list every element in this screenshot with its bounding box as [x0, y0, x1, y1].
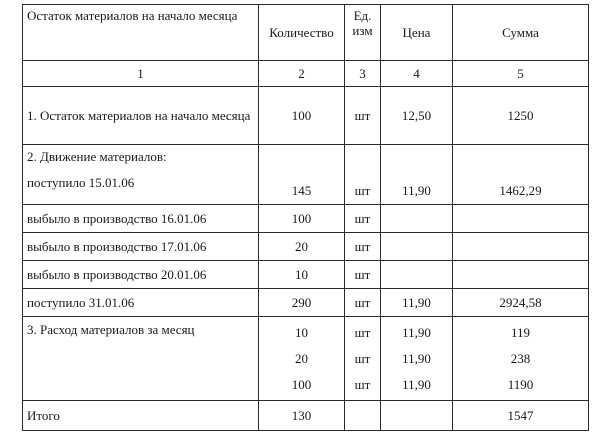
row-sum: 1462,29	[453, 145, 589, 205]
colnum-3: 3	[345, 61, 381, 87]
total-unit	[345, 401, 381, 431]
total-row	[23, 401, 589, 431]
row-name: поступило 15.01.06	[27, 175, 135, 190]
row-sum	[453, 261, 589, 289]
table-row	[23, 233, 589, 261]
row-qty: 10	[295, 325, 308, 340]
colnum-1: 1	[23, 61, 259, 87]
colnum-5: 5	[453, 61, 589, 87]
colnum-4: 4	[381, 61, 453, 87]
header-unit: Ед. изм	[345, 5, 381, 61]
table-header-row	[23, 5, 589, 61]
row-sum: 238	[510, 351, 531, 366]
table-row	[23, 145, 589, 205]
row-name: 3. Расход материалов за месяц	[23, 317, 259, 401]
colnum-2: 2	[259, 61, 345, 87]
row-sum: 119	[510, 325, 531, 340]
row-name-cell	[23, 145, 259, 205]
table-row	[23, 87, 589, 145]
table-row	[23, 289, 589, 317]
header-name: Остаток материалов на начало месяца	[27, 8, 238, 23]
column-number-row	[23, 61, 589, 87]
row-unit: шт	[345, 145, 381, 205]
row-name: выбыло в производство 17.01.06	[23, 233, 259, 261]
row-name: 1. Остаток материалов на начало месяца	[23, 87, 259, 145]
row-name: поступило 31.01.06	[23, 289, 259, 317]
table-row	[23, 205, 589, 233]
total-label: Итого	[23, 401, 259, 431]
row-price: 11,90	[402, 351, 431, 366]
row-qty: 100	[291, 377, 312, 392]
header-price: Цена	[381, 5, 453, 61]
row-price: 11,90	[402, 377, 431, 392]
row-sum: 1190	[507, 377, 534, 392]
row-unit-cell	[345, 317, 381, 401]
row-qty: 20	[295, 351, 308, 366]
total-sum: 1547	[453, 401, 589, 431]
row-price	[381, 261, 453, 289]
row-price: 11,90	[402, 325, 431, 340]
row-price: 11,90	[381, 289, 453, 317]
row-unit: шт	[354, 351, 371, 366]
section-title: 2. Движение материалов:	[27, 149, 167, 164]
header-qty: Количество	[259, 5, 345, 61]
header-name-cell	[23, 5, 259, 61]
table-row	[23, 261, 589, 289]
row-qty: 10	[259, 261, 345, 289]
row-qty: 100	[259, 87, 345, 145]
row-unit: шт	[345, 289, 381, 317]
row-qty-cell	[259, 317, 345, 401]
row-sum	[453, 233, 589, 261]
total-qty: 130	[259, 401, 345, 431]
row-qty: 145	[259, 145, 345, 205]
row-unit: шт	[345, 233, 381, 261]
row-price	[381, 233, 453, 261]
row-qty: 290	[259, 289, 345, 317]
row-price	[381, 205, 453, 233]
row-sum: 1250	[453, 87, 589, 145]
total-price	[381, 401, 453, 431]
row-unit: шт	[345, 205, 381, 233]
row-unit: шт	[345, 261, 381, 289]
header-sum: Сумма	[453, 5, 589, 61]
row-sum: 2924,58	[453, 289, 589, 317]
row-sum-cell	[453, 317, 589, 401]
row-qty: 20	[259, 233, 345, 261]
row-qty: 100	[259, 205, 345, 233]
row-price-cell	[381, 317, 453, 401]
row-price: 11,90	[381, 145, 453, 205]
row-name: выбыло в производство 16.01.06	[23, 205, 259, 233]
row-sum	[453, 205, 589, 233]
row-price: 12,50	[381, 87, 453, 145]
row-unit: шт	[354, 377, 371, 392]
row-unit: шт	[354, 325, 371, 340]
table-row	[23, 317, 589, 401]
materials-table	[22, 4, 589, 431]
row-name: выбыло в производство 20.01.06	[23, 261, 259, 289]
row-unit: шт	[345, 87, 381, 145]
